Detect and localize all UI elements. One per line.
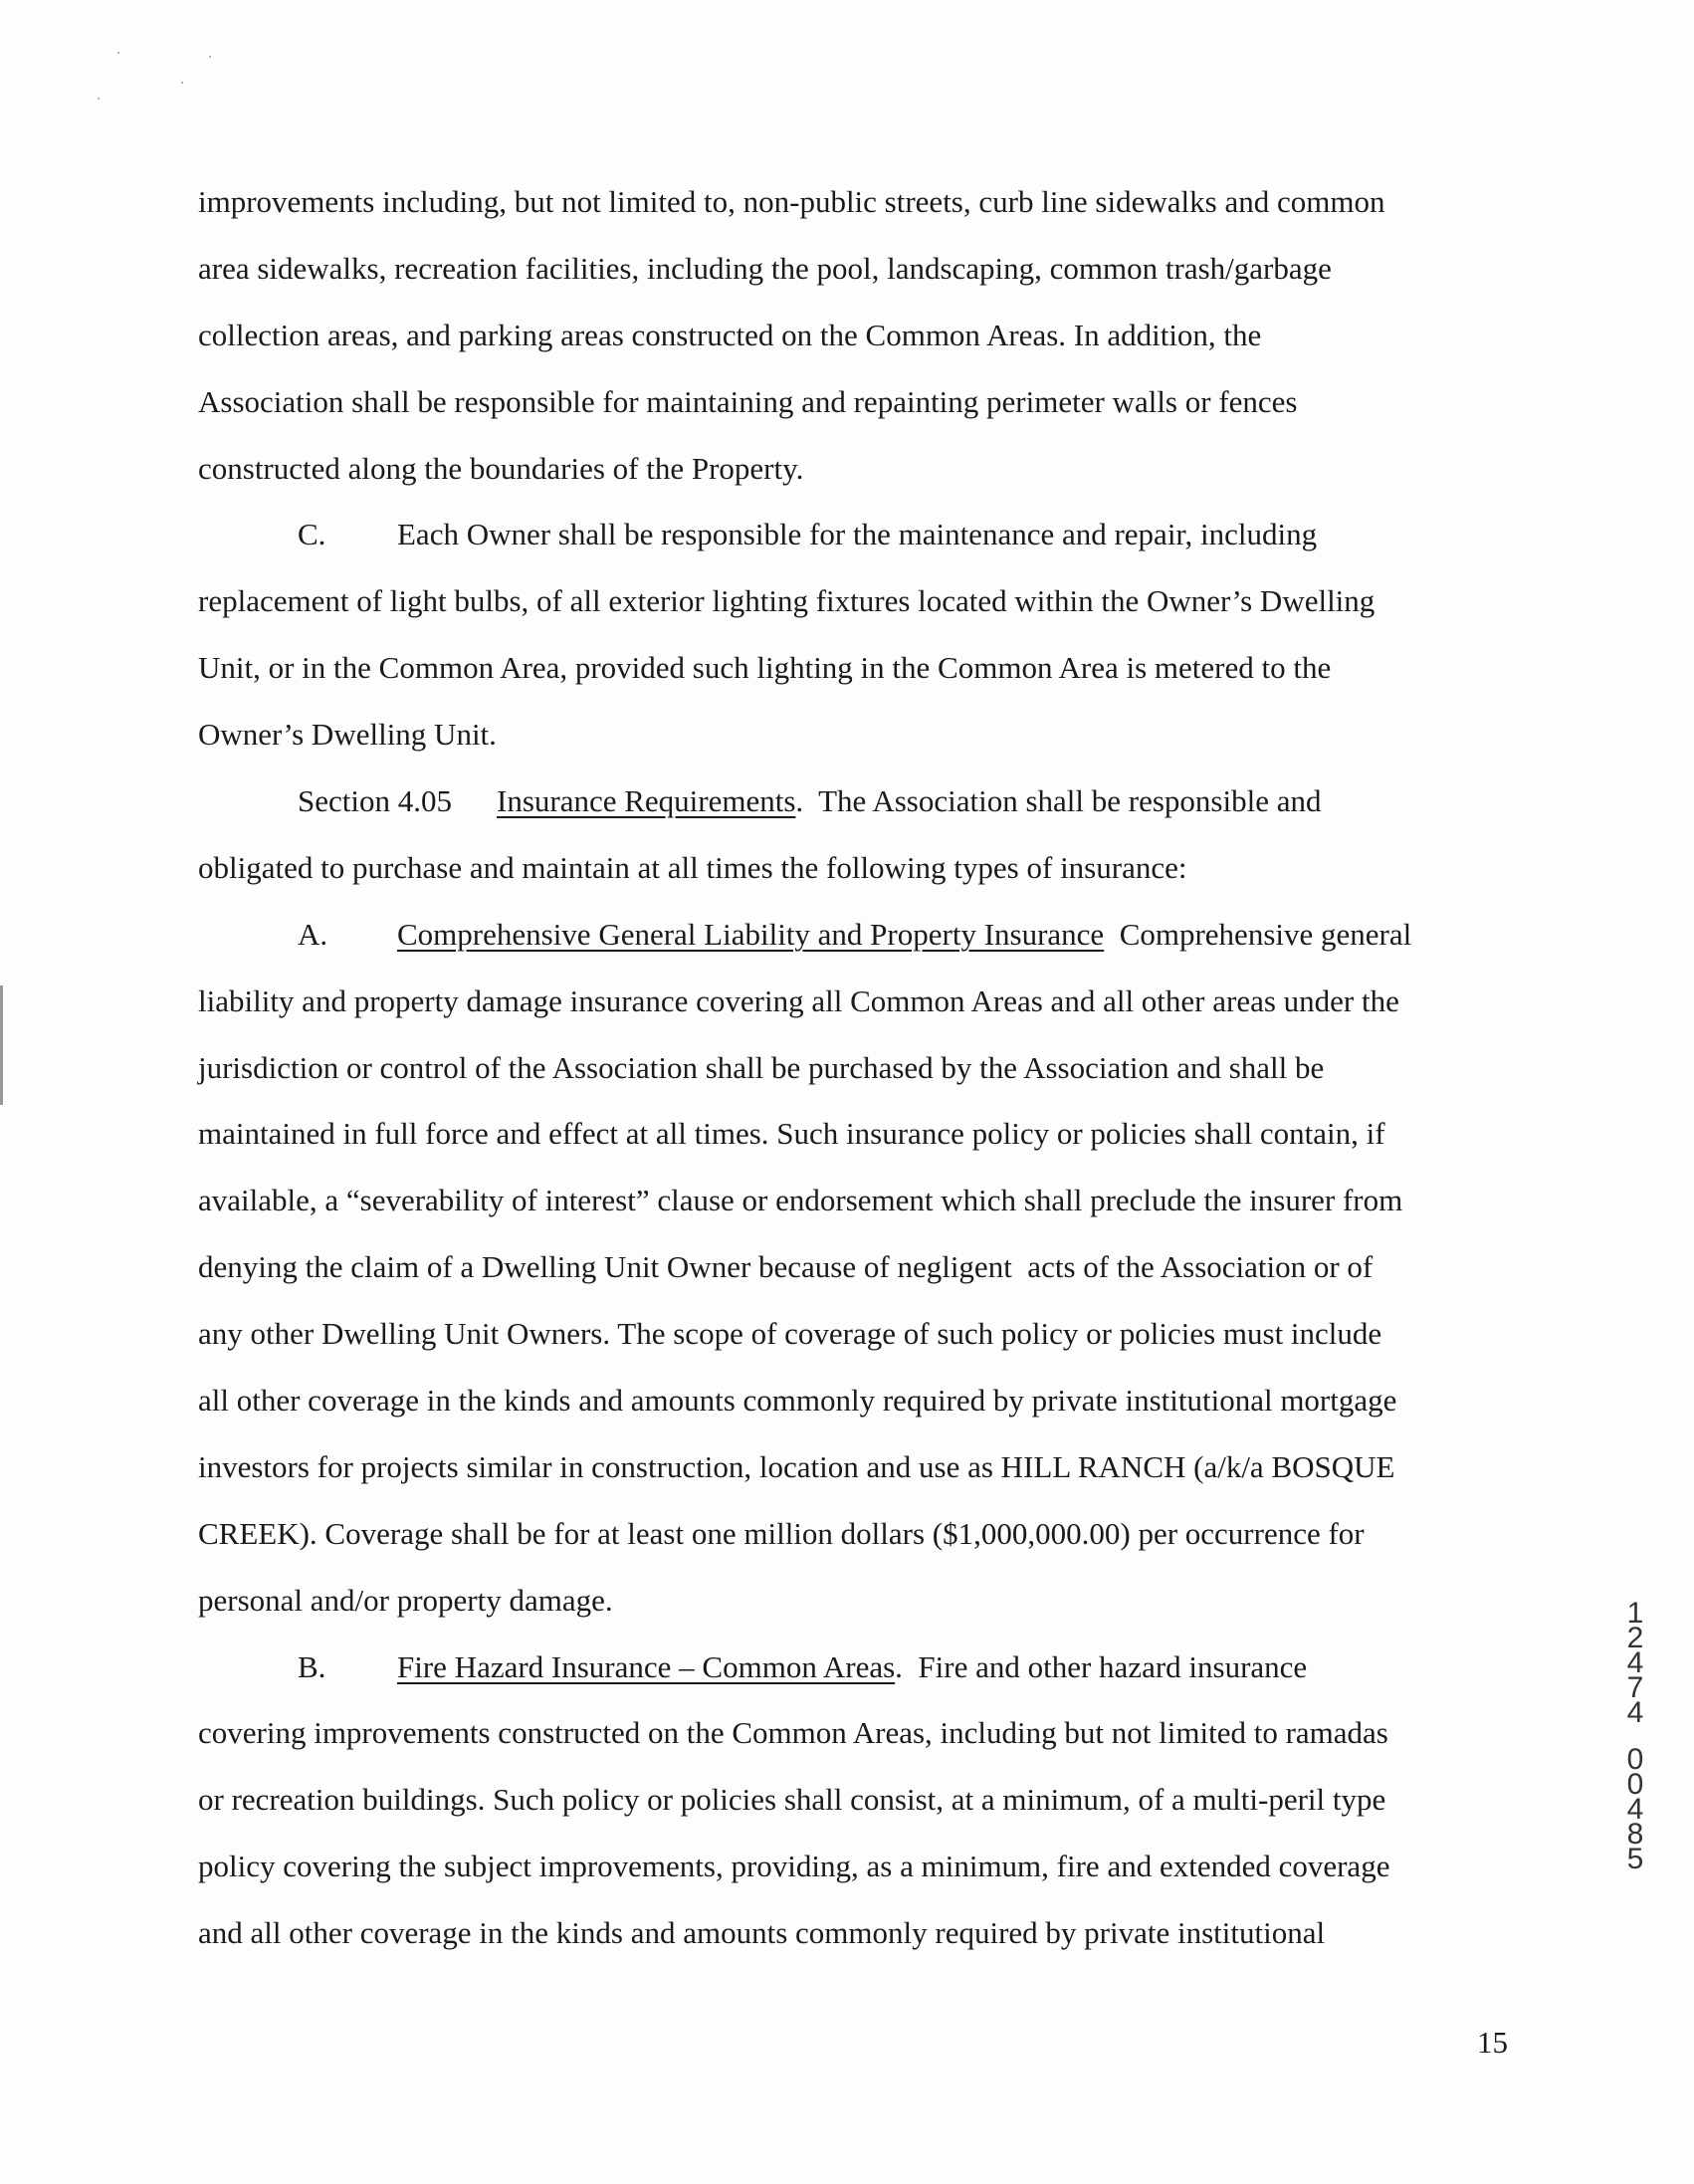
paragraph-letter: B. (298, 1648, 326, 1684)
paragraph-heading: Comprehensive General Liability and Property Insurance (397, 916, 1105, 952)
paragraph-b-first-line (198, 1635, 1512, 1701)
paragraph-letter: A. (298, 916, 328, 952)
recording-digit: 1 (1626, 1597, 1644, 1630)
body-line: covering improvements constructed on the Common Areas, including but not limited to ramadas (198, 1715, 1388, 1751)
body-line: or recreation buildings. Such policy or policies shall consist, at a minimum, of a multi-peril type (198, 1782, 1386, 1818)
page-number: 15 (1477, 2025, 1508, 2060)
paragraph-text: . Fire and other hazard insurance (895, 1648, 1308, 1684)
recording-digit: 2 (1626, 1622, 1644, 1654)
body-line: personal and/or property damage. (198, 1582, 613, 1618)
body-line: CREEK). Coverage shall be for at least one million dollars ($1,000,000.00) per occurrence for (198, 1515, 1365, 1551)
paragraph-text: Each Owner shall be responsible for the maintenance and repair, including (397, 517, 1318, 552)
body-line: jurisdiction or control of the Association shall be purchased by the Association and shall be (198, 1049, 1325, 1085)
document-body (198, 169, 1512, 1967)
body-line: obligated to purchase and maintain at all times the following types of insurance: (198, 849, 1187, 885)
recording-digit: 7 (1626, 1671, 1644, 1704)
recording-number-stamp (1620, 1597, 1650, 1875)
body-line: liability and property damage insurance covering all Common Areas and all other areas under the (198, 983, 1399, 1018)
scan-speck (181, 82, 183, 84)
section-text: . The Association shall be responsible and (795, 783, 1322, 819)
section-405-first-line (198, 768, 1512, 835)
section-label: Section 4.05 (298, 783, 452, 819)
paragraph-heading: Fire Hazard Insurance – Common Areas (397, 1648, 896, 1684)
body-line: any other Dwelling Unit Owners. The scope of coverage of such policy or policies must include (198, 1316, 1382, 1352)
body-line: Unit, or in the Common Area, provided such lighting in the Common Area is metered to the (198, 650, 1332, 686)
scan-speck (209, 56, 211, 58)
body-line: denying the claim of a Dwelling Unit Owner because of negligent acts of the Association or of (198, 1249, 1374, 1285)
body-line: replacement of light bulbs, of all exterior lighting fixtures located within the Owner’s Dwelling (198, 583, 1376, 619)
section-heading: Insurance Requirements (497, 783, 796, 819)
scan-speck (117, 52, 119, 54)
body-line: area sidewalks, recreation facilities, including the pool, landscaping, common trash/garbage (198, 250, 1332, 286)
recording-digit: 0 (1626, 1768, 1644, 1801)
recording-digit: 4 (1626, 1646, 1644, 1679)
paragraph-text: Comprehensive general (1104, 916, 1412, 952)
body-line: maintained in full force and effect at all times. Such insurance policy or policies shall contain, if (198, 1116, 1385, 1152)
recording-digit: 4 (1626, 1793, 1644, 1826)
recording-digit: 0 (1626, 1743, 1644, 1776)
paragraph-c-first-line (198, 502, 1512, 568)
scan-edge-mark (0, 985, 3, 1105)
body-line: Association shall be responsible for maintaining and repainting perimeter walls or fences (198, 383, 1298, 419)
body-line: collection areas, and parking areas constructed on the Common Areas. In addition, the (198, 317, 1262, 352)
body-line: constructed along the boundaries of the Property. (198, 450, 804, 486)
paragraph-letter: C. (298, 517, 326, 552)
scan-speck (98, 98, 100, 100)
recording-digit: 4 (1626, 1696, 1644, 1729)
body-line: improvements including, but not limited to, non-public streets, curb line sidewalks and common (198, 184, 1385, 219)
paragraph-a-first-line (198, 902, 1512, 969)
recording-digit: 8 (1626, 1818, 1644, 1851)
body-line: Owner’s Dwelling Unit. (198, 717, 497, 753)
body-line: investors for projects similar in construction, location and use as HILL RANCH (a/k/a BOSQUE (198, 1448, 1395, 1484)
body-line: and all other coverage in the kinds and amounts commonly required by private institutional (198, 1915, 1326, 1951)
body-line: policy covering the subject improvements, providing, as a minimum, fire and extended coverage (198, 1849, 1390, 1884)
body-line: available, a “severability of interest” clause or endorsement which shall preclude the insurer from (198, 1183, 1403, 1218)
recording-digit: 5 (1626, 1843, 1644, 1875)
body-line: all other coverage in the kinds and amounts commonly required by private institutional mortgage (198, 1383, 1397, 1419)
